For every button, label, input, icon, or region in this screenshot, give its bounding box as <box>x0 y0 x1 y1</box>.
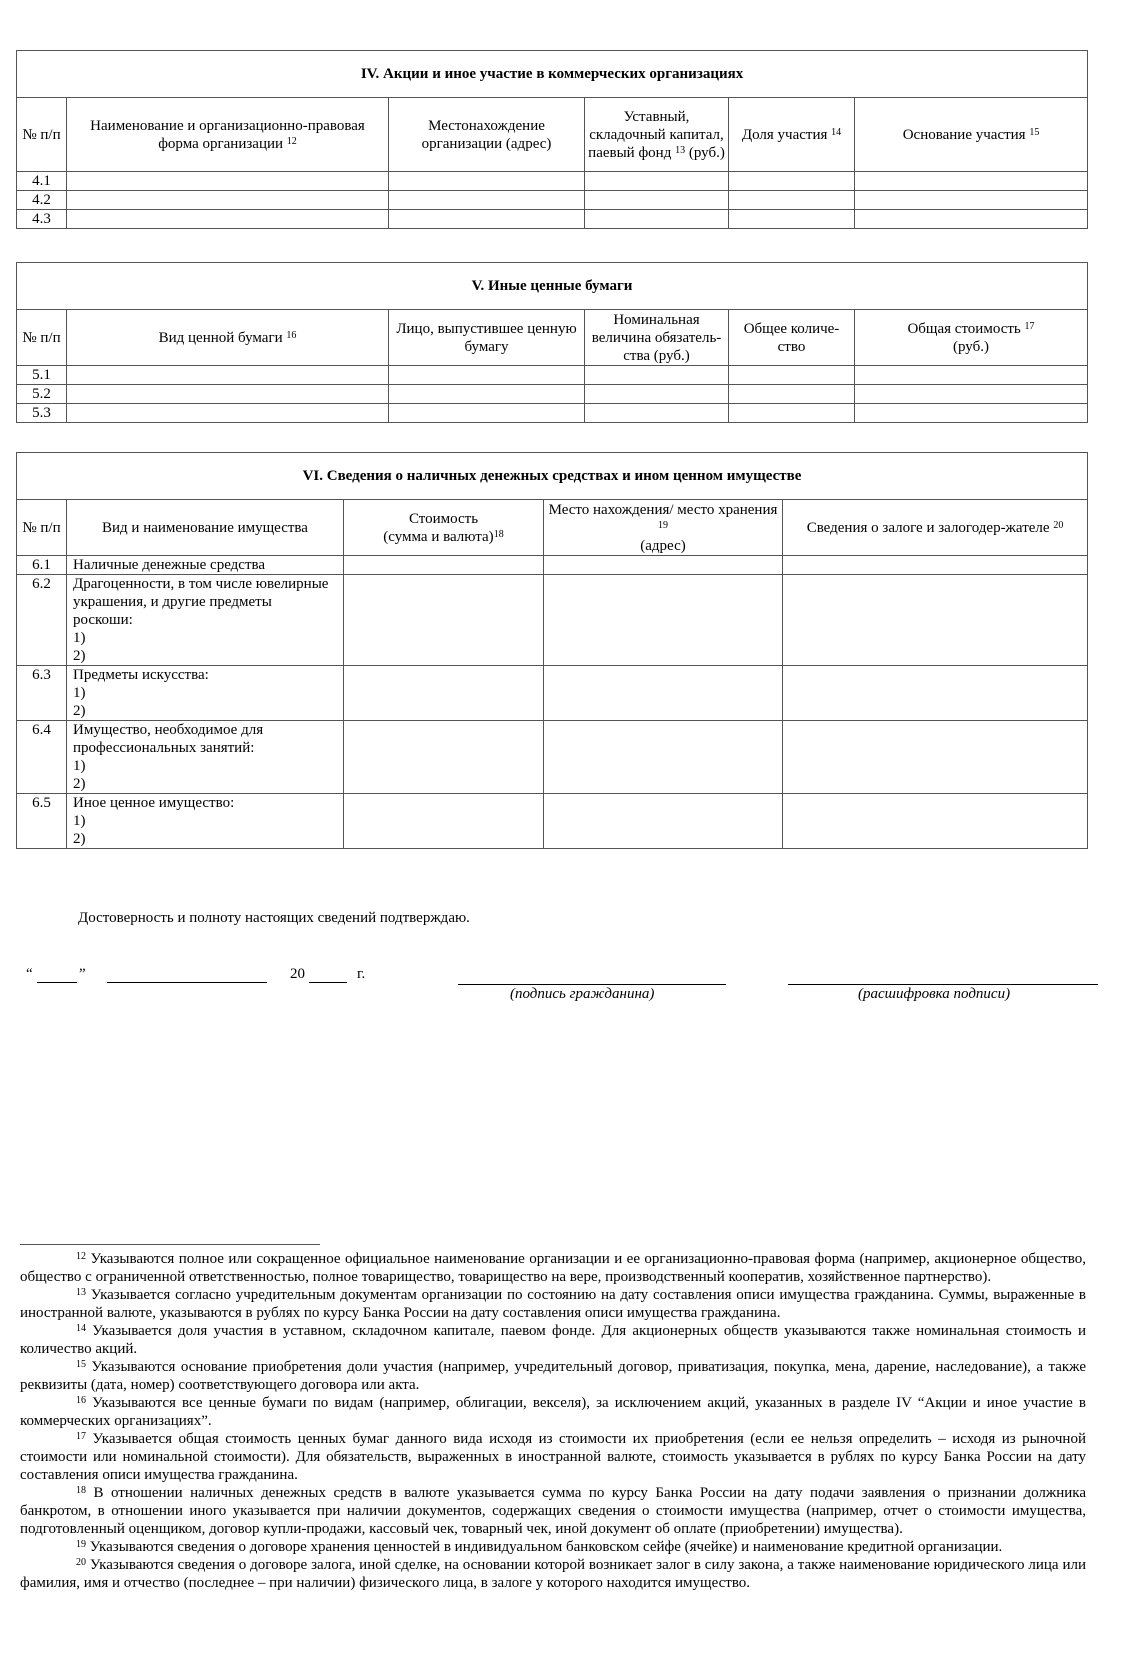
col-header-share: Доля участия $^{14}$ <box>729 98 855 172</box>
footnote: $^{16}$ Указываются все ценные бумаги по видам (например, облигации, векселя), за исключением акций, указанных в разделе IV “Акции и иное участие в коммерческих организациях”. <box>20 1395 1086 1429</box>
section-title: VI. Сведения о наличных денежных средствах и ином ценном имуществе <box>17 453 1088 500</box>
col-header-security-type: Вид ценной бумаги $^{16}$ <box>67 310 389 366</box>
row-number: 6.4 <box>17 721 67 794</box>
cell[interactable] <box>344 556 544 575</box>
cell[interactable] <box>544 575 783 666</box>
year-suffix: г. <box>357 966 366 982</box>
footnote: $^{14}$ Указывается доля участия в уставном, складочном капитале, паевом фонде. Для акционерных обществ указываются также номинальная стоимость и количество акций. <box>20 1323 1086 1357</box>
section-title: V. Иные ценные бумаги <box>17 263 1088 310</box>
cell[interactable] <box>344 575 544 666</box>
cell[interactable] <box>855 191 1088 210</box>
cell[interactable] <box>344 666 544 721</box>
cell[interactable] <box>389 404 585 423</box>
cell[interactable] <box>783 575 1088 666</box>
cell[interactable] <box>585 210 729 229</box>
cell[interactable] <box>729 191 855 210</box>
cell[interactable] <box>729 404 855 423</box>
footnote: $^{12}$ Указываются полное или сокращенное официальное наименование организации и ее организационно-правовая форма (например, акционерное общество, общество с ограниченной ответственностью, полное товарищество, товарищество на вере, производственный кооператив, хозяйственное партнерство). <box>20 1251 1086 1285</box>
cell[interactable] <box>544 721 783 794</box>
cell[interactable] <box>855 210 1088 229</box>
property-kind: Иное ценное имущество: 1) 2) <box>67 794 344 849</box>
year-prefix: 20 <box>290 966 305 982</box>
cell[interactable] <box>389 366 585 385</box>
cell[interactable] <box>67 404 389 423</box>
row-number: 5.2 <box>17 385 67 404</box>
footnote: $^{13}$ Указывается согласно учредительным документам организации по состоянию на дату составления описи имущества гражданина. Суммы, выраженные в иностранной валюте, указываются в рублях по курсу Банка России на дату составления описи имущества гражданина. <box>20 1287 1086 1321</box>
col-header-cost: Стоимость (сумма и валюта)$^{18}$ <box>344 500 544 556</box>
col-header-num: № п/п <box>17 98 67 172</box>
cell[interactable] <box>855 385 1088 404</box>
cell[interactable] <box>729 385 855 404</box>
cell[interactable] <box>67 191 389 210</box>
col-header-num: № п/п <box>17 500 67 556</box>
cell[interactable] <box>729 366 855 385</box>
cell[interactable] <box>855 172 1088 191</box>
footnote: $^{18}$ В отношении наличных денежных средств в валюте указывается сумма по курсу Банка России на дату подачи заявления о признании должника банкротом, в отношении иного указывается при наличии документов, содержащих сведения о стоимости имущества (например, отчет о стоимости имущества, подготовленный оценщиком, договор купли-продажи, кассовый чек, товарный чек, иной документ об оплате (приобретении) имущества). <box>20 1485 1086 1537</box>
row-number: 5.3 <box>17 404 67 423</box>
col-header-basis: Основание участия $^{15}$ <box>855 98 1088 172</box>
confirmation-text: Достоверность и полноту настоящих сведений подтверждаю. <box>78 910 470 926</box>
cell[interactable] <box>67 210 389 229</box>
cell[interactable] <box>585 191 729 210</box>
col-header-total-cost: Общая стоимость $^{17}$ (руб.) <box>855 310 1088 366</box>
cell[interactable] <box>67 172 389 191</box>
cell[interactable] <box>585 385 729 404</box>
footnote: $^{20}$ Указываются сведения о договоре залога, иной сделке, на основании которой возникает залог в силу закона, а также наименование юридического лица или фамилия, имя и отчество (последнее – при наличии) физического лица, в залоге у которого находится имущество. <box>20 1557 1086 1591</box>
cell[interactable] <box>344 794 544 849</box>
cell[interactable] <box>344 721 544 794</box>
row-number: 4.1 <box>17 172 67 191</box>
row-number: 6.3 <box>17 666 67 721</box>
cell[interactable] <box>783 556 1088 575</box>
col-header-property-kind: Вид и наименование имущества <box>67 500 344 556</box>
cell[interactable] <box>389 385 585 404</box>
cell[interactable] <box>544 666 783 721</box>
row-number: 6.2 <box>17 575 67 666</box>
cell[interactable] <box>544 556 783 575</box>
row-number: 6.1 <box>17 556 67 575</box>
signature-caption: (подпись гражданина) <box>510 986 655 1002</box>
cell[interactable] <box>67 385 389 404</box>
property-kind: Имущество, необходимое для профессиональных занятий: 1) 2) <box>67 721 344 794</box>
signature-field[interactable] <box>458 984 726 985</box>
footnote: $^{17}$ Указывается общая стоимость ценных бумаг данного вида исходя из стоимости их приобретения (если ее нельзя определить – исходя из рыночной стоимости или номинальной стоимости). Для обязательств, выраженных в иностранной валюте, стоимость указывается в рублях по курсу Банка России на дату составления описи имущества гражданина. <box>20 1431 1086 1483</box>
col-header-capital: Уставный, складочный капитал, паевый фонд $^{13}$ (руб.) <box>585 98 729 172</box>
cell[interactable] <box>389 191 585 210</box>
col-header-nominal: Номинальная величина обязатель-ства (руб.) <box>585 310 729 366</box>
row-number: 4.2 <box>17 191 67 210</box>
securities-table <box>16 262 1088 423</box>
table-row <box>17 210 1088 229</box>
quote-close: ” <box>79 966 86 982</box>
signature-decode-field[interactable] <box>788 984 1098 985</box>
cell[interactable] <box>585 172 729 191</box>
col-header-pledge: Сведения о залоге и залогодер-жателе $^{20}$ <box>783 500 1088 556</box>
month-field[interactable] <box>107 982 267 983</box>
table-row <box>17 191 1088 210</box>
day-field[interactable] <box>37 982 77 983</box>
cell[interactable] <box>67 366 389 385</box>
cell[interactable] <box>783 666 1088 721</box>
property-kind: Наличные денежные средства <box>67 556 344 575</box>
row-number: 5.1 <box>17 366 67 385</box>
table-row <box>17 721 1088 794</box>
table-row <box>17 794 1088 849</box>
col-header-storage-place: Место нахождения/ место хранения $^{19}$ (адрес) <box>544 500 783 556</box>
table-row <box>17 385 1088 404</box>
footnote-separator <box>20 1244 320 1245</box>
cell[interactable] <box>389 210 585 229</box>
signature-block <box>0 962 1123 1012</box>
cell[interactable] <box>855 404 1088 423</box>
footnote: $^{19}$ Указываются сведения о договоре хранения ценностей в индивидуальном банковском сейфе (ячейке) и наименование кредитной организации. <box>76 1539 1003 1555</box>
quote-open: “ <box>26 966 33 982</box>
col-header-issuer: Лицо, выпустившее ценную бумагу <box>389 310 585 366</box>
table-row <box>17 575 1088 666</box>
cell[interactable] <box>729 172 855 191</box>
property-kind: Предметы искусства: 1) 2) <box>67 666 344 721</box>
col-header-location: Местонахождение организации (адрес) <box>389 98 585 172</box>
table-row <box>17 556 1088 575</box>
cell[interactable] <box>855 366 1088 385</box>
cell[interactable] <box>783 794 1088 849</box>
table-row <box>17 172 1088 191</box>
cell[interactable] <box>783 721 1088 794</box>
cell[interactable] <box>585 404 729 423</box>
col-header-quantity: Общее количе-ство <box>729 310 855 366</box>
shares-table <box>16 50 1088 229</box>
section-title: IV. Акции и иное участие в коммерческих организациях <box>17 51 1088 98</box>
cell[interactable] <box>389 172 585 191</box>
col-header-num: № п/п <box>17 310 67 366</box>
cell[interactable] <box>544 794 783 849</box>
footnote: $^{15}$ Указываются основание приобретения доли участия (например, учредительный договор, приватизация, покупка, мена, дарение, наследование), а также реквизиты (дата, номер) соответствующего договора или акта. <box>20 1359 1087 1393</box>
cash-valuables-table <box>16 452 1088 849</box>
decode-caption: (расшифровка подписи) <box>858 986 1011 1002</box>
year-field[interactable] <box>309 982 347 983</box>
table-row <box>17 404 1088 423</box>
col-header-org-name: Наименование и организационно-правовая форма организации $^{12}$ <box>67 98 389 172</box>
cell[interactable] <box>729 210 855 229</box>
footnotes <box>20 1250 1086 1592</box>
cell[interactable] <box>585 366 729 385</box>
table-row <box>17 366 1088 385</box>
property-kind: Драгоценности, в том числе ювелирные украшения, и другие предметы роскоши: 1) 2) <box>67 575 344 666</box>
table-row <box>17 666 1088 721</box>
row-number: 4.3 <box>17 210 67 229</box>
row-number: 6.5 <box>17 794 67 849</box>
